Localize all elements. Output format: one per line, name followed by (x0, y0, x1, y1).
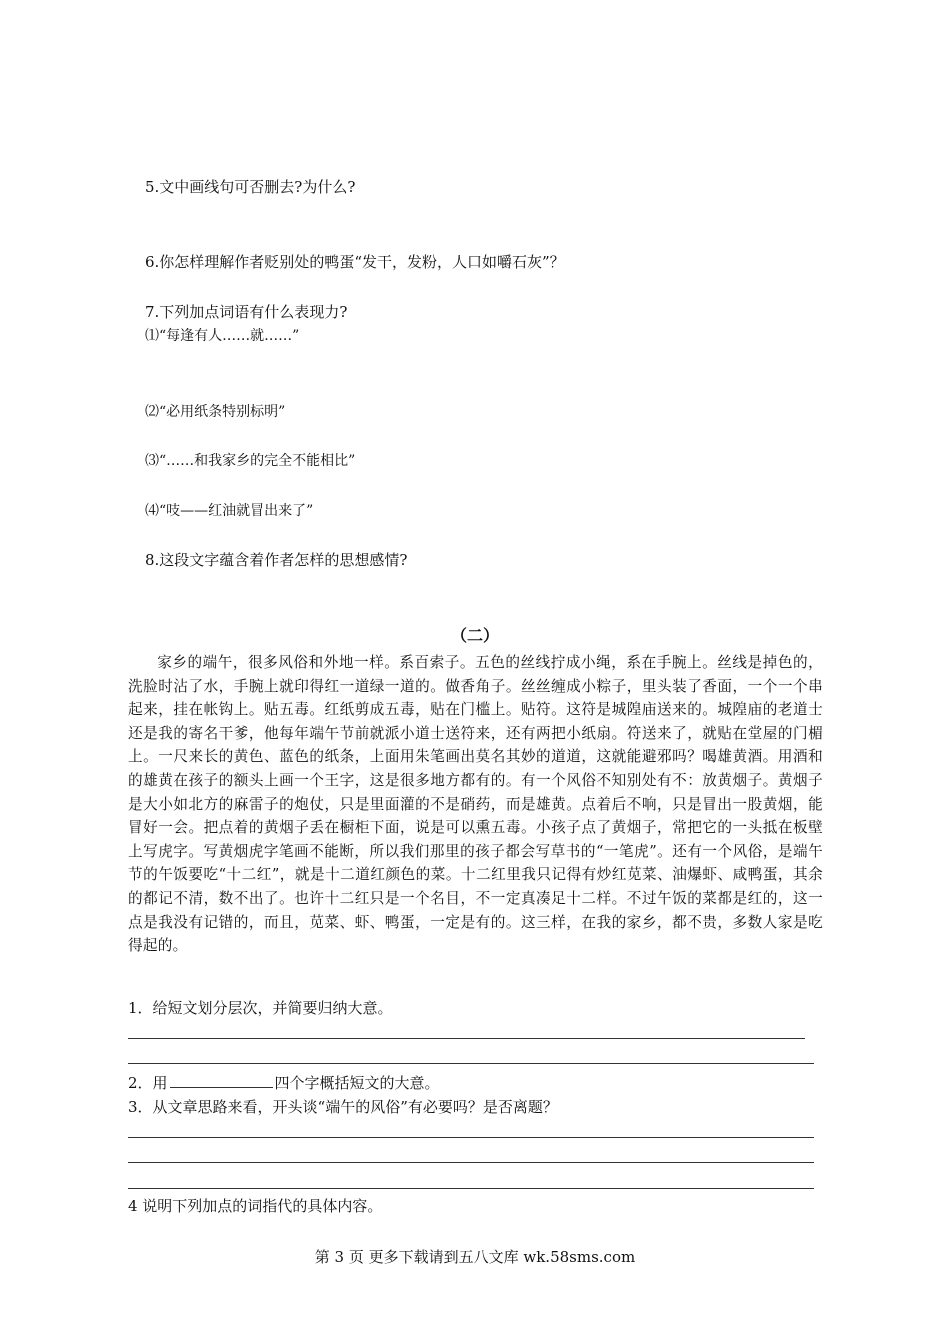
question-7-item-4: ⑷“吱——红油就冒出来了” (145, 503, 314, 519)
answer-line[interactable] (128, 1038, 805, 1039)
passage: 家乡的端午，很多风俗和外地一样。系百索子。五色的丝线拧成小绳，系在手腕上。丝线是掉色的，洗脸时沾了水，手腕上就印得红一道绿一道的。做香角子。丝丝缠成小粽子，里头装了香面，一个一个串起来，挂在帐钩上。贴五毒。红纸剪成五毒，贴在门槛上。贴符。这符是城隍庙送来的。城隍庙的老道士还是我的寄名干爹，他每年端午节前就派小道士送符来，还有两把小纸扇。符送来了，就贴在堂屋的门楣上。一尺来长的黄色、蓝色的纸条，上面用朱笔画出莫名其妙的道道，这就能避邪吗？喝雄黄酒。用酒和的雄黄在孩子的额头上画一个王字，这是很多地方都有的。有一个风俗不知别处有不：放黄烟子。黄烟子是大小如北方的麻雷子的炮仗，只是里面灌的不是硝药，而是雄黄。点着后不响，只是冒出一股黄烟，能冒好一会。把点着的黄烟子丢在橱柜下面，说是可以熏五毒。小孩子点了黄烟子，常把它的一头抵在板壁上写虎字。写黄烟虎字笔画不能断，所以我们那里的孩子都会写草书的“一笔虎”。还有一个风俗，是端午节的午饭要吃“十二红”，就是十二道红颜色的菜。十二红里我只记得有炒红苋菜、油爆虾、咸鸭蛋，其余的都记不清，数不出了。也许十二红只是一个名目，不一定真凑足十二样。不过午饭的菜都是红的，这一点是我没有记错的，而且，苋菜、虾、鸭蛋，一定是有的。这三样，在我的家乡，都不贵，多数人家是吃得起的。 (128, 654, 823, 955)
question-7-item-1: ⑴“每逢有人……就……” (145, 328, 300, 344)
question-2-2-suffix: 四个字概括短文的大意。 (274, 1074, 440, 1092)
question-2-1: 1．给短文划分层次，并简要归纳大意。 (128, 999, 393, 1017)
question-7: 7.下列加点词语有什么表现力? (145, 303, 348, 321)
question-2-4: 4 说明下列加点的词指代的具体内容。 (128, 1197, 383, 1215)
section-title: （二） (450, 626, 499, 645)
answer-line[interactable] (128, 1188, 814, 1189)
answer-line[interactable] (128, 1063, 814, 1064)
question-2-2 (128, 1072, 440, 1093)
question-2-2-prefix: 2．用 (128, 1074, 168, 1092)
question-8: 8.这段文字蕴含着作者怎样的思想感情? (145, 551, 408, 569)
question-5: 5.文中画线句可否删去?为什么? (145, 178, 356, 196)
question-7-item-2: ⑵“必用纸条特别标明” (145, 404, 286, 420)
question-7-item-3: ⑶“……和我家乡的完全不能相比” (145, 453, 356, 469)
fill-blank[interactable] (170, 1072, 273, 1088)
question-6: 6.你怎样理解作者贬别处的鸭蛋“发干，发粉，人口如嚼石灰”？ (145, 253, 565, 271)
answer-line[interactable] (128, 1137, 814, 1138)
answer-line[interactable] (128, 1162, 814, 1163)
question-2-3: 3．从文章思路来看，开头谈“端午的风俗”有必要吗？是否离题？ (128, 1098, 558, 1116)
page-footer: 第 3 页 更多下载请到五八文库 wk.58sms.com (314, 1248, 636, 1266)
